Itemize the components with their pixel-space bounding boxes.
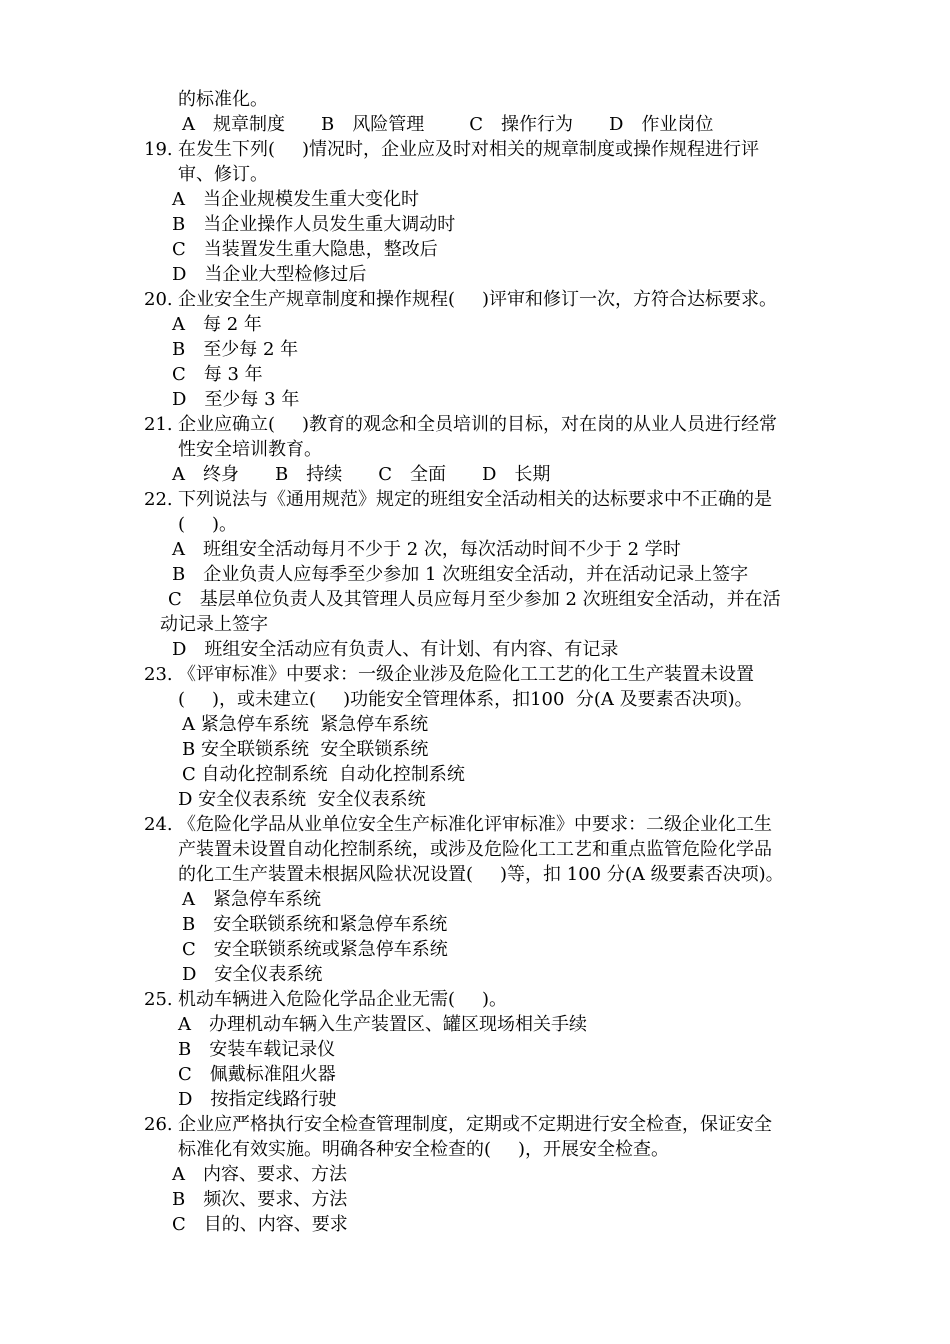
text-line: D 按指定线路行驶 xyxy=(178,1089,337,1110)
text-line: 性安全培训教育。 xyxy=(178,439,322,460)
text-line: B 企业负责人应每季至少参加 1 次班组安全活动，并在活动记录上签字 xyxy=(172,564,749,585)
text-line: 的化工生产装置未根据风险状况设置( )等，扣 100 分(A 级要素否决项)。 xyxy=(178,864,784,885)
text-line: C 佩戴标准阻火器 xyxy=(178,1064,336,1085)
text-line: C 每 3 年 xyxy=(172,364,263,385)
question-text: 企业应严格执行安全检查管理制度，定期或不定期进行安全检查，保证安全 xyxy=(178,1114,772,1135)
text-line: ( )。 xyxy=(178,514,238,535)
text-line: D 安全仪表系统 安全仪表系统 xyxy=(178,789,426,810)
question-number: 24. xyxy=(144,814,173,835)
text-line: B 安全联锁系统 安全联锁系统 xyxy=(182,739,429,760)
question-text: 机动车辆进入危险化学品企业无需( )。 xyxy=(178,989,508,1010)
question-number: 26. xyxy=(144,1114,173,1135)
text-line: D 班组安全活动应有负责人、有计划、有内容、有记录 xyxy=(172,639,619,660)
text-line: A 办理机动车辆入生产装置区、罐区现场相关手续 xyxy=(178,1014,587,1035)
text-line: D 至少每 3 年 xyxy=(172,389,300,410)
question-number: 25. xyxy=(144,989,173,1010)
text-line: A 每 2 年 xyxy=(172,314,262,335)
text-line: B 当企业操作人员发生重大调动时 xyxy=(172,214,456,235)
text-line: B 安装车载记录仪 xyxy=(178,1039,336,1060)
text-line: A 当企业规模发生重大变化时 xyxy=(172,189,419,210)
text-line: C 当装置发生重大隐患，整改后 xyxy=(172,239,438,260)
question-number: 23. xyxy=(144,664,173,685)
text-line: C 自动化控制系统 自动化控制系统 xyxy=(182,764,465,785)
text-line: A 终身 B 持续 C 全面 D 长期 xyxy=(172,464,551,485)
text-line: A 紧急停车系统 xyxy=(182,889,321,910)
text-line: A 紧急停车系统 紧急停车系统 xyxy=(182,714,429,735)
text-line: ( )，或未建立( )功能安全管理体系，扣100 分(A 及要素否决项)。 xyxy=(178,689,753,710)
question-number: 22. xyxy=(144,489,173,510)
text-line: D 当企业大型检修过后 xyxy=(172,264,367,285)
question-text: 《危险化学品从业单位安全生产标准化评审标准》中要求：二级企业化工生 xyxy=(178,814,772,835)
text-line: 的标准化。 xyxy=(178,89,268,110)
text-line: 审、修订。 xyxy=(178,164,268,185)
text-line: C 基层单位负责人及其管理人员应每月至少参加 2 次班组安全活动，并在活 xyxy=(168,589,781,610)
question-text: 在发生下列( )情况时，企业应及时对相关的规章制度或操作规程进行评 xyxy=(178,139,760,160)
text-line: D 安全仪表系统 xyxy=(182,964,323,985)
text-line: 动记录上签字 xyxy=(160,614,268,635)
text-line: A 内容、要求、方法 xyxy=(172,1164,347,1185)
question-number: 21. xyxy=(144,414,173,435)
question-text: 企业安全生产规章制度和操作规程( )评审和修订一次，方符合达标要求。 xyxy=(178,289,778,310)
text-line: A 班组安全活动每月不少于 2 次，每次活动时间不少于 2 学时 xyxy=(172,539,681,560)
question-number: 19. xyxy=(144,139,173,160)
text-line: B 频次、要求、方法 xyxy=(172,1189,348,1210)
question-text: 《评审标准》中要求：一级企业涉及危险化工工艺的化工生产装置未设置 xyxy=(178,664,754,685)
text-line: B 安全联锁系统和紧急停车系统 xyxy=(182,914,448,935)
text-line: 产装置未设置自动化控制系统，或涉及危险化工工艺和重点监管危险化学品 xyxy=(178,839,772,860)
question-text: 下列说法与《通用规范》规定的班组安全活动相关的达标要求中不正确的是 xyxy=(178,489,772,510)
text-line: 标准化有效实施。明确各种安全检查的( )，开展安全检查。 xyxy=(178,1139,670,1160)
text-line: A 规章制度 B 风险管理 C 操作行为 D 作业岗位 xyxy=(182,114,714,135)
question-number: 20. xyxy=(144,289,173,310)
text-line: B 至少每 2 年 xyxy=(172,339,299,360)
question-text: 企业应确立( )教育的观念和全员培训的目标，对在岗的从业人员进行经常 xyxy=(178,414,778,435)
text-line: C 目的、内容、要求 xyxy=(172,1214,348,1235)
text-line: C 安全联锁系统或紧急停车系统 xyxy=(182,939,448,960)
